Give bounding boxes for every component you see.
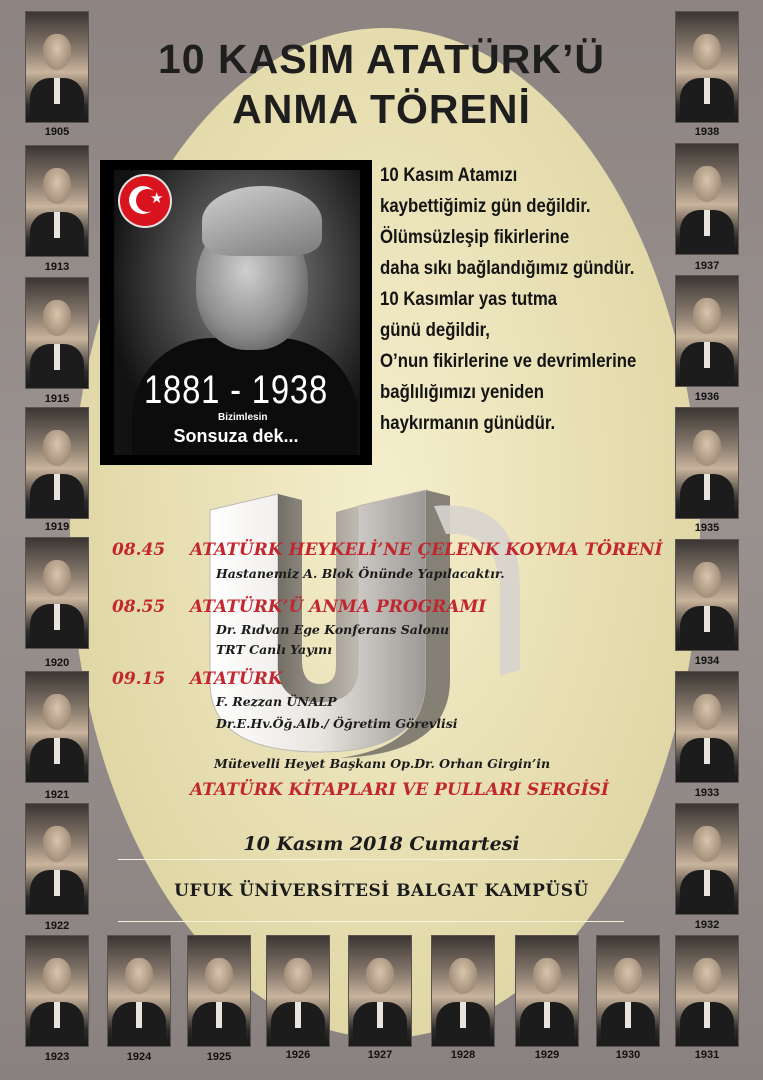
- year-label-1922: 1922: [44, 920, 70, 932]
- photo-1923: [26, 936, 88, 1047]
- divider-top: [118, 859, 624, 860]
- portrait-years: 1881 - 1938: [143, 368, 329, 412]
- year-label-1905: 1905: [44, 126, 70, 138]
- year-label-1932: 1932: [694, 919, 720, 931]
- year-label-1919: 1919: [44, 521, 70, 533]
- quote-line: haykırmanın günüdür.: [380, 412, 556, 434]
- quote-block: [380, 160, 680, 439]
- year-label-1938: 1938: [694, 126, 720, 138]
- year-label-1934: 1934: [694, 655, 720, 667]
- year-label-1915: 1915: [44, 393, 70, 405]
- photo-1933: [676, 672, 738, 783]
- year-label-1935: 1935: [694, 522, 720, 534]
- year-label-1936: 1936: [694, 391, 720, 403]
- quote-line: daha sıkı bağlandığımız gündür.: [380, 257, 635, 279]
- year-label-1926: 1926: [285, 1049, 311, 1061]
- photo-1938: [676, 12, 738, 123]
- photo-1920: [26, 538, 88, 649]
- portrait-subtitle-small: Bizimlesin: [218, 412, 268, 423]
- year-label-1923: 1923: [44, 1051, 70, 1063]
- year-label-1920: 1920: [44, 657, 70, 669]
- title-line-2: ANMA TÖRENİ: [232, 86, 531, 132]
- quote-line: günü değildir,: [380, 319, 490, 341]
- photo-1935: [676, 408, 738, 519]
- photo-1924: [108, 936, 170, 1047]
- quote-line: 10 Kasımlar yas tutma: [380, 288, 558, 310]
- portrait-subtitle: Sonsuza dek...: [173, 426, 299, 446]
- turkish-flag-icon: ★: [120, 176, 170, 226]
- program-detail-3b: Dr.E.Hv.Öğ.Alb./ Öğretim Görevlisi: [216, 716, 458, 731]
- program-time-2: 08.55: [112, 597, 166, 617]
- program-detail-2b: TRT Canlı Yayını: [216, 642, 333, 657]
- event-date: 10 Kasım 2018 Cumartesi: [243, 833, 520, 855]
- year-label-1930: 1930: [615, 1049, 641, 1061]
- program-detail-3a: F. Rezzan ÜNALP: [216, 694, 337, 709]
- photo-1937: [676, 144, 738, 255]
- program-title-3: ATATÜRK: [190, 669, 283, 689]
- title-line-1: 10 KASIM ATATÜRK’Ü: [158, 36, 605, 82]
- year-label-1929: 1929: [534, 1049, 560, 1061]
- photo-1919: [26, 408, 88, 519]
- year-label-1927: 1927: [367, 1049, 393, 1061]
- year-label-1933: 1933: [694, 787, 720, 799]
- year-label-1928: 1928: [450, 1049, 476, 1061]
- year-label-1931: 1931: [694, 1049, 720, 1061]
- quote-line: O’nun fikirlerine ve devrimlerine: [380, 350, 637, 372]
- program-detail-2a: Dr. Rıdvan Ege Konferans Salonu: [216, 622, 450, 637]
- photo-1905: [26, 12, 88, 123]
- photo-1927: [349, 936, 411, 1047]
- photo-1915: [26, 278, 88, 389]
- photo-1934: [676, 540, 738, 651]
- quote-line: Ölümsüzleşip fikirlerine: [380, 226, 570, 248]
- divider-bottom: [118, 921, 624, 922]
- photo-1936: [676, 276, 738, 387]
- event-location: UFUK ÜNİVERSİTESİ BALGAT KAMPÜSÜ: [174, 881, 589, 901]
- program-title-1: ATATÜRK HEYKELİ’NE ÇELENK KOYMA TÖRENİ: [190, 540, 663, 560]
- program-title-2: ATATÜRK’Ü ANMA PROGRAMI: [190, 597, 487, 617]
- exhibition-title: ATATÜRK KİTAPLARI VE PULLARI SERGİSİ: [190, 780, 609, 800]
- main-portrait: [100, 160, 372, 465]
- quote-line: bağlılığımızı yeniden: [380, 381, 545, 403]
- quote-line: kaybettiğimiz gün değildir.: [380, 195, 591, 217]
- year-label-1924: 1924: [126, 1051, 152, 1063]
- photo-1930: [597, 936, 659, 1047]
- program-time-1: 08.45: [112, 540, 166, 560]
- year-label-1913: 1913: [44, 261, 70, 273]
- year-label-1921: 1921: [44, 789, 70, 801]
- photo-1931: [676, 936, 738, 1047]
- year-label-1925: 1925: [206, 1051, 232, 1063]
- photo-1921: [26, 672, 88, 783]
- photo-1913: [26, 146, 88, 257]
- exhibition-host: Mütevelli Heyet Başkanı Op.Dr. Orhan Girgin’in: [214, 756, 551, 771]
- program-detail-1a: Hastanemiz A. Blok Önünde Yapılacaktır.: [216, 566, 505, 581]
- year-label-1937: 1937: [694, 260, 720, 272]
- photo-1926: [267, 936, 329, 1047]
- program-time-3: 09.15: [112, 669, 166, 689]
- photo-1929: [516, 936, 578, 1047]
- photo-1925: [188, 936, 250, 1047]
- quote-line: 10 Kasım Atamızı: [380, 164, 518, 186]
- photo-1928: [432, 936, 494, 1047]
